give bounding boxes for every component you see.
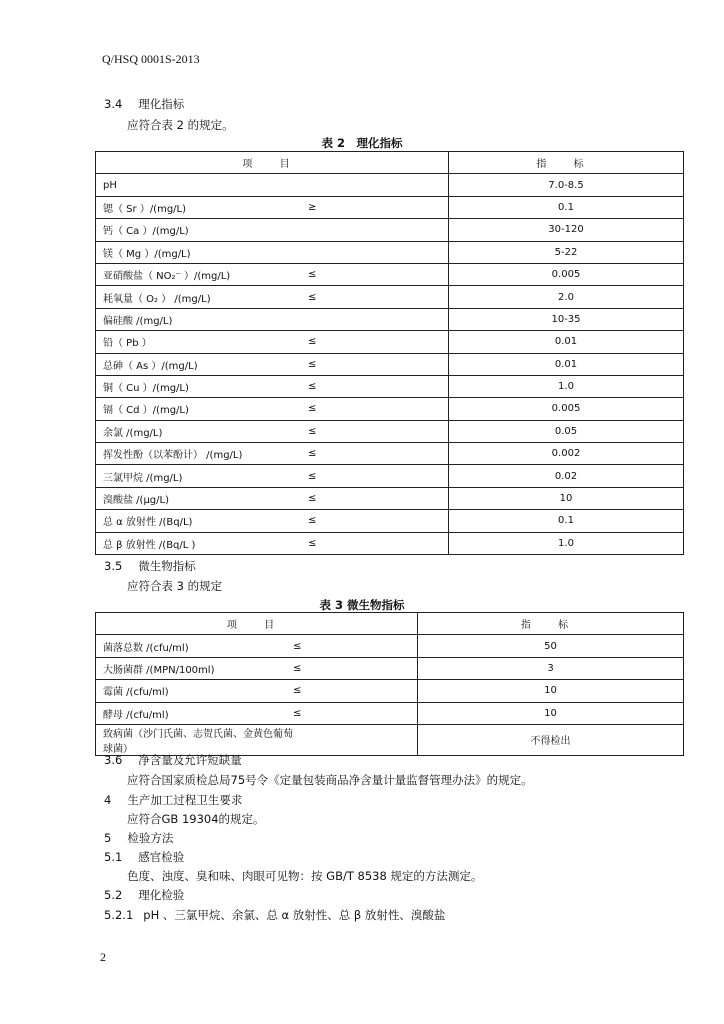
document-code: Q/HSQ 0001S-2013 [102, 52, 200, 66]
value-cell: 50 [418, 635, 684, 657]
table-2-caption: 表 2 理化指标 [321, 136, 403, 150]
section-5-2-heading [104, 887, 184, 903]
item-name: 铅（ Pb ） [103, 338, 152, 350]
item-cell [96, 331, 449, 353]
section-3-4-text: 应符合表 2 的规定。 [127, 118, 234, 132]
table-3 [95, 612, 684, 756]
comparison-symbol: ≤ [293, 685, 302, 697]
section-number: 3.4 [104, 97, 123, 111]
comparison-symbol: ≤ [308, 358, 317, 370]
table-row [96, 375, 684, 397]
section-5-1-heading [104, 849, 184, 865]
section-number: 3.6 [104, 753, 123, 767]
item-cell [96, 353, 449, 375]
comparison-symbol: ≤ [308, 381, 317, 393]
item-name: 余氯 /(mg/L) [103, 427, 163, 439]
item-name: 菌落总数 /(cfu/ml) [103, 642, 189, 654]
item-name: 挥发性酚（以苯酚计） /(mg/L) [103, 450, 243, 462]
section-title: pH 、三氯甲烷、余氯、总 α 放射性、总 β 放射性、溴酸盐 [143, 908, 446, 922]
item-cell [96, 510, 449, 532]
comparison-symbol: ≤ [308, 403, 317, 415]
table-row [96, 420, 684, 442]
item-name: pH [103, 179, 117, 191]
comparison-symbol: ≤ [293, 707, 302, 719]
comparison-symbol: ≤ [308, 493, 317, 505]
item-name: 耗氧量（ O₂ ） /(mg/L) [103, 293, 211, 305]
item-name: 亚硝酸盐（ NO₂⁻ ）/(mg/L) [103, 271, 231, 283]
value-cell: 0.002 [449, 443, 684, 465]
table-row [96, 657, 684, 679]
table-row [96, 196, 684, 218]
value-cell: 10 [449, 487, 684, 509]
item-name: 霉菌 /(cfu/ml) [103, 687, 169, 699]
item-cell [96, 657, 418, 679]
table-header-row [96, 613, 684, 635]
section-4-heading [104, 792, 242, 808]
item-name: 总砷（ As ）/(mg/L) [103, 360, 198, 372]
section-title: 理化指标 [138, 97, 185, 111]
section-title: 感官检验 [138, 850, 185, 864]
item-name: 总 β 放射性 /(Bq/L ) [103, 539, 196, 551]
item-name: 锶（ Sr ）/(mg/L) [103, 203, 187, 215]
table-row [96, 353, 684, 375]
section-3-6-heading [104, 752, 242, 768]
item-name: 钙（ Ca ）/(mg/L) [103, 226, 189, 238]
table-row [96, 241, 684, 263]
item-cell [96, 196, 449, 218]
table-row [96, 443, 684, 465]
item-name: 镁（ Mg ）/(mg/L) [103, 248, 191, 260]
column-header-item: 项 目 [96, 152, 449, 174]
comparison-symbol: ≥ [308, 201, 317, 213]
section-title: 理化检验 [138, 888, 185, 902]
item-name: 三氯甲烷 /(mg/L) [103, 472, 183, 484]
section-title: 微生物指标 [138, 559, 196, 573]
item-cell [96, 308, 449, 330]
table-row [96, 219, 684, 241]
table-row [96, 465, 684, 487]
comparison-symbol: ≤ [308, 291, 317, 303]
table-row [96, 263, 684, 285]
item-name: 铜（ Cu ）/(mg/L) [103, 383, 189, 395]
item-name: 偏硅酸 /(mg/L) [103, 315, 173, 327]
comparison-symbol: ≤ [308, 515, 317, 527]
value-cell: 0.05 [449, 420, 684, 442]
section-title: 检验方法 [127, 831, 174, 845]
table-row [96, 680, 684, 702]
comparison-symbol: ≤ [308, 336, 317, 348]
section-4-text: 应符合GB 19304的规定。 [127, 812, 265, 826]
table-row [96, 702, 684, 724]
item-cell [96, 263, 449, 285]
table-row [96, 532, 684, 554]
column-header-value: 指 标 [418, 613, 684, 635]
section-5-heading [104, 830, 173, 846]
value-cell: 30-120 [449, 219, 684, 241]
item-cell [96, 420, 449, 442]
value-cell: 0.01 [449, 353, 684, 375]
comparison-symbol: ≤ [293, 662, 302, 674]
value-cell: 0.1 [449, 510, 684, 532]
comparison-symbol: ≤ [308, 470, 317, 482]
section-title: 净含量及允许短缺量 [138, 753, 242, 767]
item-cell [96, 702, 418, 724]
section-number: 3.5 [104, 559, 123, 573]
item-cell [96, 680, 418, 702]
section-number: 5.2 [104, 888, 123, 902]
item-cell [96, 487, 449, 509]
item-cell [96, 635, 418, 657]
item-cell [96, 174, 449, 196]
value-cell: 7.0-8.5 [449, 174, 684, 196]
table-row [96, 286, 684, 308]
section-3-6-text: 应符合国家质检总局75号令《定量包装商品净含量计量监督管理办法》的规定。 [127, 773, 533, 787]
table-header-row [96, 152, 684, 174]
section-3-4-heading [104, 96, 184, 112]
value-cell: 0.005 [449, 263, 684, 285]
item-name: 溴酸盐 /(μg/L) [103, 495, 170, 507]
item-cell [96, 724, 418, 755]
section-number: 5.2.1 [104, 908, 134, 922]
item-cell [96, 443, 449, 465]
comparison-symbol: ≤ [308, 425, 317, 437]
item-name: 致病菌（沙门氏菌、志贺氏菌、金黄色葡萄球菌） [103, 728, 293, 755]
item-cell [96, 286, 449, 308]
item-cell [96, 532, 449, 554]
value-cell: 0.005 [449, 398, 684, 420]
item-name: 总 α 放射性 /(Bq/L) [103, 517, 193, 529]
table-2 [95, 151, 684, 555]
section-3-5-heading [104, 558, 196, 574]
value-cell: 10 [418, 702, 684, 724]
section-title: 生产加工过程卫生要求 [127, 793, 243, 807]
table-row [96, 308, 684, 330]
value-cell: 5-22 [449, 241, 684, 263]
value-cell: 0.02 [449, 465, 684, 487]
table-row [96, 510, 684, 532]
item-cell [96, 375, 449, 397]
item-name: 镉（ Cd ）/(mg/L) [103, 405, 189, 417]
item-name: 大肠菌群 /(MPN/100ml) [103, 664, 215, 676]
table-row [96, 174, 684, 196]
section-5-2-1-heading [104, 907, 445, 923]
value-cell: 10 [418, 680, 684, 702]
table-row [96, 331, 684, 353]
table-3-caption: 表 3 微生物指标 [319, 598, 405, 612]
comparison-symbol: ≤ [308, 448, 317, 460]
section-5-1-text: 色度、浊度、臭和味、肉眼可见物：按 GB/T 8538 规定的方法测定。 [127, 869, 483, 883]
section-number: 5.1 [104, 850, 123, 864]
value-cell: 3 [418, 657, 684, 679]
table-row [96, 635, 684, 657]
column-header-value: 指 标 [449, 152, 684, 174]
section-3-5-text: 应符合表 3 的规定 [127, 579, 223, 593]
value-cell: 不得检出 [418, 724, 684, 755]
table-row [96, 398, 684, 420]
item-cell [96, 398, 449, 420]
item-cell [96, 465, 449, 487]
value-cell: 2.0 [449, 286, 684, 308]
comparison-symbol: ≤ [293, 640, 302, 652]
value-cell: 0.01 [449, 331, 684, 353]
table-row [96, 487, 684, 509]
comparison-symbol: ≤ [308, 537, 317, 549]
section-number: 5 [104, 831, 112, 845]
table-row [96, 724, 684, 755]
value-cell: 10-35 [449, 308, 684, 330]
item-cell [96, 219, 449, 241]
column-header-item: 项 目 [96, 613, 418, 635]
value-cell: 1.0 [449, 375, 684, 397]
comparison-symbol: ≤ [308, 269, 317, 281]
section-number: 4 [104, 793, 112, 807]
page-number: 2 [100, 950, 106, 964]
item-cell [96, 241, 449, 263]
value-cell: 1.0 [449, 532, 684, 554]
item-name: 酵母 /(cfu/ml) [103, 709, 169, 721]
value-cell: 0.1 [449, 196, 684, 218]
